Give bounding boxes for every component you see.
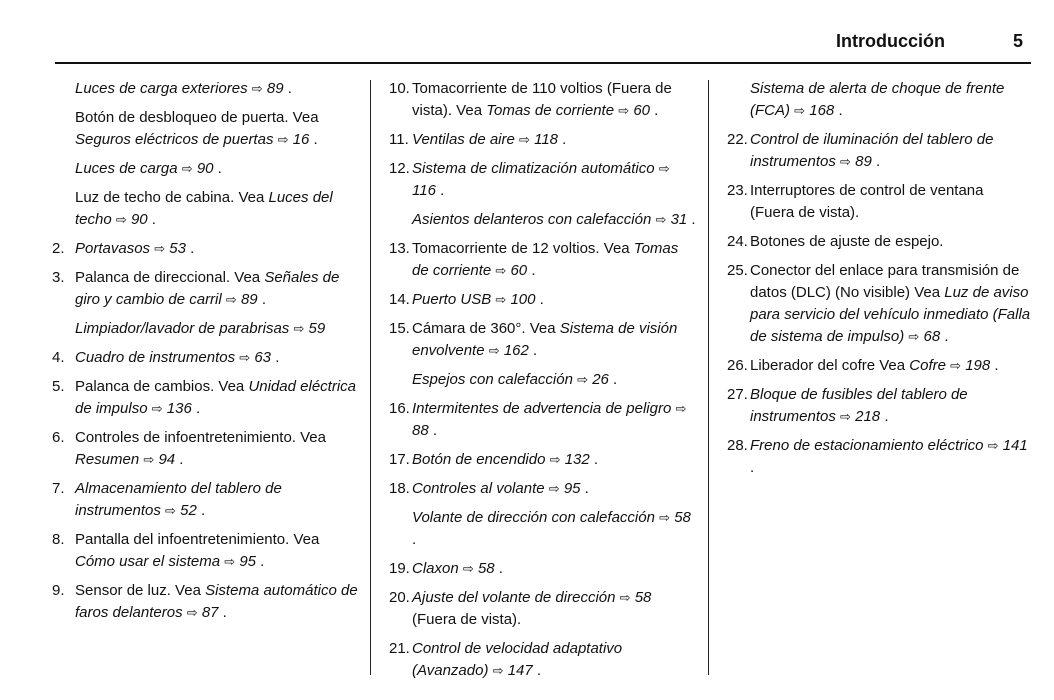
- link-text[interactable]: Control de velocidad adaptativo (Avanzado): [412, 640, 623, 679]
- list-item: 16. Intermitentes de advertencia de peligro ⇨ 88 .: [389, 400, 687, 439]
- page-ref[interactable]: 26: [592, 371, 609, 388]
- item-number: 5.: [52, 378, 65, 395]
- arrow-right-icon: ⇨: [675, 401, 687, 416]
- list-item: 4. Cuadro de instrumentos ⇨ 63 .: [50, 347, 362, 369]
- item-text: Interruptores de control de ventana (Fuera de vista).: [750, 182, 984, 221]
- list-item: 10. Tomacorriente de 110 voltios (Fuera de vista). Vea Tomas de corriente ⇨ 60 .: [389, 80, 672, 119]
- arrow-right-icon: ⇨: [495, 263, 507, 278]
- list-subitem: Espejos con calefacción ⇨ 26 .: [412, 371, 618, 388]
- list-item: 13. Tomacorriente de 12 voltios. Vea Tomas de corriente ⇨ 60 .: [389, 240, 679, 279]
- link-text[interactable]: Seguros eléctricos de puertas: [75, 131, 274, 148]
- list-item: 18. Controles al volante ⇨ 95 .: [387, 478, 697, 500]
- page-ref[interactable]: 53: [169, 240, 186, 257]
- list-item: [387, 587, 697, 631]
- list-item: 25. Conector del enlace para transmisión de datos (DLC) (No visible) Vea Luz de aviso para servicio del vehículo inmediato (Falla de sistema de impulso) ⇨ 68 .: [727, 262, 1031, 345]
- list-item: [725, 231, 1031, 253]
- arrow-right-icon: ⇨: [154, 241, 166, 256]
- list-item: 8. Pantalla del infoentretenimiento. Vea Cómo usar el sistema ⇨ 95 .: [52, 531, 320, 570]
- page-ref[interactable]: 68: [923, 328, 941, 345]
- page-ref[interactable]: 59: [308, 320, 326, 337]
- column-divider-1: [370, 80, 371, 675]
- page-ref[interactable]: 95: [563, 480, 581, 497]
- column-3: [725, 78, 1031, 486]
- page-ref[interactable]: 198: [965, 357, 991, 374]
- link-text[interactable]: Intermitentes de advertencia de peligro: [412, 400, 672, 417]
- list-subitem: Luces de carga exteriores ⇨ 89 .: [75, 80, 292, 97]
- list-item: 17. Botón de encendido ⇨ 132 .: [387, 449, 697, 471]
- list-item: 26. Liberador del cofre Vea Cofre ⇨ 198 .: [725, 355, 1031, 377]
- item-number: 6.: [52, 429, 65, 446]
- arrow-right-icon: ⇨: [251, 81, 263, 96]
- arrow-right-icon: ⇨: [293, 321, 305, 336]
- item-text: Controles de infoentretenimiento. Vea: [75, 429, 326, 446]
- arrow-right-icon: ⇨: [519, 132, 530, 147]
- page-ref[interactable]: 88: [412, 422, 429, 439]
- arrow-right-icon: ⇨: [462, 561, 474, 576]
- item-text: Botones de ajuste de espejo.: [750, 233, 944, 250]
- item-text: Botón de desbloqueo de puerta. Vea: [75, 109, 319, 126]
- item-text: Pantalla del infoentretenimiento. Vea: [75, 531, 320, 548]
- item-number: 14.: [389, 291, 410, 308]
- link-text[interactable]: Almacenamiento del tablero de instrumentos: [75, 480, 282, 519]
- arrow-right-icon: ⇨: [987, 438, 999, 453]
- link-text[interactable]: Control de iluminación del tablero de instrumentos: [750, 131, 994, 170]
- arrow-right-icon: ⇨: [659, 510, 671, 525]
- arrow-right-icon: ⇨: [619, 590, 631, 605]
- arrow-right-icon: ⇨: [181, 161, 193, 176]
- link-text[interactable]: Espejos con calefacción: [412, 371, 573, 388]
- list-item: 22. Control de iluminación del tablero de instrumentos ⇨ 89 .: [727, 131, 994, 170]
- column-divider-2: [708, 80, 709, 675]
- link-text[interactable]: Bloque de fusibles del tablero de instrumentos: [750, 386, 968, 425]
- link-text[interactable]: Limpiador/lavador de parabrisas: [75, 320, 290, 337]
- item-number: 20.: [389, 589, 410, 606]
- item-number: 11.: [389, 131, 409, 148]
- arrow-right-icon: ⇨: [186, 605, 198, 620]
- arrow-right-icon: ⇨: [151, 401, 163, 416]
- item-number: 16.: [389, 400, 410, 417]
- list-item: 2. Portavasos ⇨ 53 .: [50, 238, 362, 260]
- item-text: Cámara de 360°. Vea: [412, 320, 556, 337]
- item-number: 17.: [389, 451, 410, 468]
- arrow-right-icon: ⇨: [908, 329, 920, 344]
- link-text[interactable]: Luces del techo: [75, 189, 333, 228]
- page-ref[interactable]: 90: [196, 160, 214, 177]
- page-ref[interactable]: 147: [507, 662, 533, 679]
- link-text[interactable]: Unidad eléctrica de impulso: [75, 378, 357, 417]
- page-ref[interactable]: 63: [254, 349, 272, 366]
- page-ref[interactable]: 136: [166, 400, 192, 417]
- item-number: 7.: [52, 480, 65, 497]
- list-item: 5. Palanca de cambios. Vea Unidad eléctrica de impulso ⇨ 136 .: [52, 378, 357, 417]
- item-number: 18.: [389, 480, 410, 497]
- list-subitem: Volante de dirección con calefacción ⇨ 58 .: [412, 509, 691, 548]
- link-text[interactable]: Tomas de corriente: [412, 240, 679, 279]
- list-subitem: Asientos delanteros con calefacción ⇨ 31 .: [412, 211, 696, 228]
- link-text[interactable]: Volante de dirección con calefacción: [412, 509, 655, 526]
- item-number: 3.: [52, 269, 65, 286]
- item-number: 26.: [727, 357, 748, 374]
- link-text[interactable]: Controles al volante: [412, 480, 545, 497]
- page-ref[interactable]: 100: [510, 291, 536, 308]
- page-ref[interactable]: 162: [503, 342, 529, 359]
- list-item: 9. Sensor de luz. Vea Sistema automático de faros delanteros ⇨ 87 .: [52, 582, 358, 621]
- arrow-right-icon: ⇨: [655, 212, 667, 227]
- list-item: 28. Freno de estacionamiento eléctrico ⇨ 141 .: [727, 437, 1028, 476]
- item-number: 24.: [727, 233, 748, 250]
- list-item: 19. Claxon ⇨ 58 .: [387, 558, 697, 580]
- item-text: Sensor de luz. Vea: [75, 582, 201, 599]
- link-text[interactable]: Portavasos: [75, 240, 151, 257]
- page-ref[interactable]: 89: [240, 291, 258, 308]
- item-text: Palanca de direccional. Vea: [75, 269, 261, 286]
- list-item: 12. Sistema de climatización automático ⇨ 116 .: [389, 160, 670, 199]
- column-2: [387, 78, 697, 689]
- arrow-right-icon: ⇨: [794, 103, 806, 118]
- link-text[interactable]: Cómo usar el sistema: [75, 553, 221, 570]
- item-text: Tomacorriente de 12 voltios. Vea: [412, 240, 630, 257]
- list-subitem: Botón de desbloqueo de puerta. Vea Seguros eléctricos de puertas ⇨ 16 .: [75, 109, 319, 148]
- item-number: 8.: [52, 531, 65, 548]
- item-text: Liberador del cofre Vea: [750, 357, 906, 374]
- link-text[interactable]: Luz de aviso para servicio del vehículo inmediato (Falla de sistema de impulso): [750, 284, 1031, 345]
- link-text[interactable]: Señales de giro y cambio de carril: [75, 269, 340, 308]
- link-text[interactable]: Cuadro de instrumentos: [75, 349, 236, 366]
- page-ref[interactable]: 116: [412, 182, 436, 199]
- arrow-right-icon: ⇨: [549, 452, 561, 467]
- item-number: 23.: [727, 182, 748, 199]
- link-text[interactable]: Asientos delanteros con calefacción: [412, 211, 652, 228]
- list-item: 11. Ventilas de aire ⇨ 118 .: [387, 129, 697, 151]
- arrow-right-icon: ⇨: [950, 358, 962, 373]
- link-text[interactable]: Ventilas de aire: [412, 131, 515, 148]
- link-text[interactable]: Sistema de visión envolvente: [412, 320, 678, 359]
- section-title: Introducción: [836, 31, 945, 51]
- link-text[interactable]: Cofre: [909, 357, 946, 374]
- page-ref[interactable]: 31: [670, 211, 688, 228]
- arrow-right-icon: ⇨: [225, 292, 237, 307]
- list-item: 15. Cámara de 360°. Vea Sistema de visión envolvente ⇨ 162 .: [389, 320, 678, 359]
- item-number: 12.: [389, 160, 410, 177]
- list-subitem: Luces de carga ⇨ 90 .: [75, 160, 222, 177]
- page-ref[interactable]: 132: [564, 451, 590, 468]
- page-ref[interactable]: 60: [510, 262, 528, 279]
- arrow-right-icon: ⇨: [115, 212, 127, 227]
- item-number: 13.: [389, 240, 410, 257]
- list-item: 21. Control de velocidad adaptativo (Avanzado) ⇨ 147 .: [389, 640, 623, 679]
- page-ref[interactable]: 89: [266, 80, 284, 97]
- page-ref[interactable]: 218: [855, 408, 881, 425]
- arrow-right-icon: ⇨: [548, 481, 560, 496]
- item-number: 25.: [727, 262, 748, 279]
- arrow-right-icon: ⇨: [840, 154, 851, 169]
- arrow-right-icon: ⇨: [165, 503, 176, 518]
- arrow-right-icon: ⇨: [277, 132, 289, 147]
- arrow-right-icon: ⇨: [492, 663, 504, 678]
- arrow-right-icon: ⇨: [577, 372, 589, 387]
- item-number: 9.: [52, 582, 65, 599]
- item-text: Luz de techo de cabina. Vea: [75, 189, 265, 206]
- page-ref[interactable]: 168: [809, 102, 835, 119]
- item-number: 19.: [389, 560, 410, 577]
- item-number: 15.: [389, 320, 410, 337]
- arrow-right-icon: ⇨: [495, 292, 507, 307]
- page-ref[interactable]: 141: [1002, 437, 1028, 454]
- page-ref[interactable]: 94: [158, 451, 176, 468]
- link-text[interactable]: Resumen: [75, 451, 140, 468]
- item-number: 10.: [389, 80, 410, 97]
- page-ref[interactable]: 90: [130, 211, 148, 228]
- arrow-right-icon: ⇨: [239, 350, 251, 365]
- link-text[interactable]: Freno de estacionamiento eléctrico: [750, 437, 984, 454]
- item-text: Palanca de cambios. Vea: [75, 378, 245, 395]
- item-number: 2.: [52, 240, 65, 257]
- link-text[interactable]: Sistema automático de faros delanteros: [75, 582, 358, 621]
- item-number: 21.: [389, 640, 410, 657]
- link-text[interactable]: Sistema de climatización automático: [412, 160, 655, 177]
- page-ref[interactable]: 58: [674, 509, 691, 526]
- link-text[interactable]: Claxon: [412, 560, 459, 577]
- item-number: 22.: [727, 131, 748, 148]
- arrow-right-icon: ⇨: [618, 103, 630, 118]
- item-number: 27.: [727, 386, 748, 403]
- header-divider: [55, 62, 1031, 64]
- list-subitem: Luz de techo de cabina. Vea Luces del techo ⇨ 90 .: [75, 189, 333, 228]
- page-number: 5: [1013, 31, 1024, 51]
- list-subitem: Sistema de alerta de choque de frente (FCA) ⇨ 168 .: [750, 80, 1005, 119]
- page-ref[interactable]: 58: [477, 560, 495, 577]
- arrow-right-icon: ⇨: [658, 161, 670, 176]
- item-text: Tomacorriente de 110 voltios (Fuera de vista). Vea: [412, 80, 672, 119]
- link-text[interactable]: Ajuste del volante de dirección: [412, 589, 616, 606]
- list-item: 14. Puerto USB ⇨ 100 .: [387, 289, 697, 311]
- link-text[interactable]: Luces de carga exteriores: [75, 80, 248, 97]
- page-ref[interactable]: 60: [633, 102, 651, 119]
- list-item: 6. Controles de infoentretenimiento. Vea Resumen ⇨ 94 .: [52, 429, 326, 468]
- page-ref[interactable]: 118: [534, 131, 559, 148]
- link-text[interactable]: Botón de encendido: [412, 451, 546, 468]
- item-text: (Fuera de vista).: [412, 611, 522, 628]
- page-ref[interactable]: 87: [201, 604, 219, 621]
- page-ref[interactable]: 58: [634, 589, 652, 606]
- page-ref[interactable]: 95: [239, 553, 256, 570]
- link-text[interactable]: Luces de carga: [75, 160, 178, 177]
- arrow-right-icon: ⇨: [840, 409, 851, 424]
- page-ref[interactable]: 16: [292, 131, 310, 148]
- item-number: 28.: [727, 437, 748, 454]
- list-item: 27. Bloque de fusibles del tablero de instrumentos ⇨ 218 .: [727, 386, 968, 425]
- arrow-right-icon: ⇨: [488, 343, 500, 358]
- list-item: 7. Almacenamiento del tablero de instrumentos ⇨ 52 .: [52, 480, 282, 519]
- page-ref[interactable]: 89: [855, 153, 872, 170]
- column-1: [50, 78, 362, 631]
- link-text[interactable]: Sistema de alerta de choque de frente (FCA): [750, 80, 1005, 119]
- page-ref[interactable]: 52: [180, 502, 197, 519]
- arrow-right-icon: ⇨: [143, 452, 155, 467]
- item-number: 4.: [52, 349, 65, 366]
- link-text[interactable]: Puerto USB: [412, 291, 492, 308]
- arrow-right-icon: ⇨: [224, 554, 236, 569]
- item-text: Conector del enlace para transmisión de datos (DLC) (No visible) Vea: [750, 262, 1020, 301]
- list-item: [725, 180, 1031, 224]
- link-text[interactable]: Tomas de corriente: [486, 102, 615, 119]
- list-item: 3. Palanca de direccional. Vea Señales de giro y cambio de carril ⇨ 89 .: [52, 269, 340, 308]
- list-subitem: [50, 318, 362, 340]
